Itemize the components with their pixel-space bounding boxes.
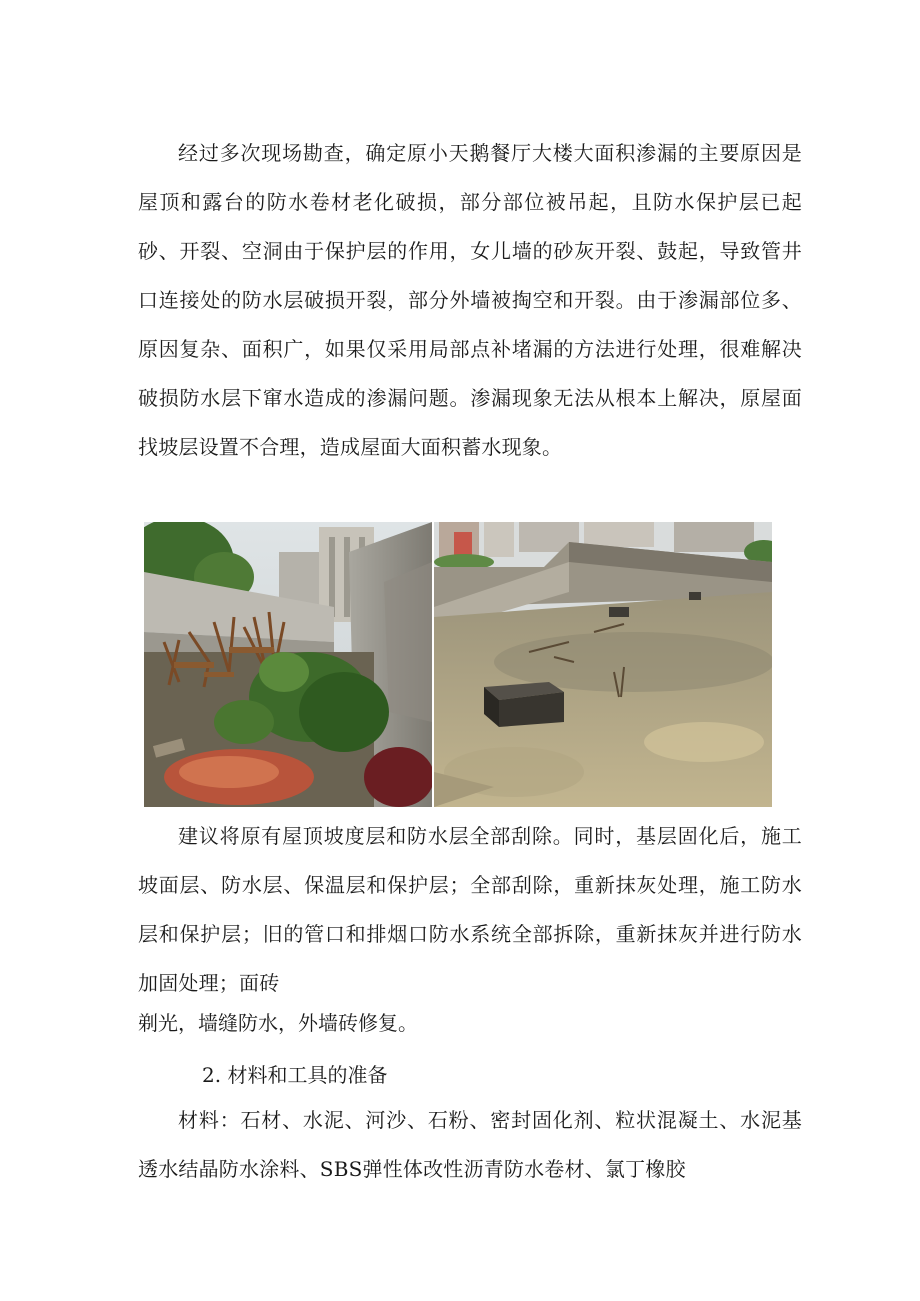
section-heading-materials: 2. 材料和工具的准备 bbox=[202, 1063, 388, 1087]
paragraph-site-survey: 经过多次现场勘查，确定原小天鹅餐厅大楼大面积渗漏的主要原因是屋顶和露台的防水卷材老化破损，部分部位被吊起，且防水保护层已起砂、开裂、空洞由于保护层的作用，女儿墙的砂灰开裂、鼓起，导致管井口连接处的防水层破损开裂，部分外墙被掏空和开裂。由于渗漏部位多、原因复杂、面积广，如果仅采用局部点补堵漏的方法进行处理，很难解决破损防水层下窜水造成的渗漏问题。渗漏现象无法从根本上解决，原屋面找坡层设置不合理，造成屋面大面积蓄水现象。 bbox=[138, 141, 802, 459]
photo-row bbox=[144, 522, 772, 807]
rooftop-debris-photo bbox=[144, 522, 432, 807]
paragraph-recommendation-tail: 剃光，墙缝防水，外墙砖修复。 bbox=[138, 1011, 418, 1035]
paragraph-recommendation: 建议将原有屋顶坡度层和防水层全部刮除。同时，基层固化后，施工坡面层、防水层、保温层和保护层；全部刮除，重新抹灰处理，施工防水层和保护层；旧的管口和排烟口防水系统全部拆除，重新抹灰并进行防水加固处理；面砖 bbox=[138, 824, 802, 995]
paragraph-materials: 材料：石材、水泥、河沙、石粉、密封固化剂、粒状混凝土、水泥基透水结晶防水涂料、SBS弹性体改性沥青防水卷材、氯丁橡胶 bbox=[138, 1108, 802, 1181]
flooded-rooftop-photo bbox=[434, 522, 772, 807]
